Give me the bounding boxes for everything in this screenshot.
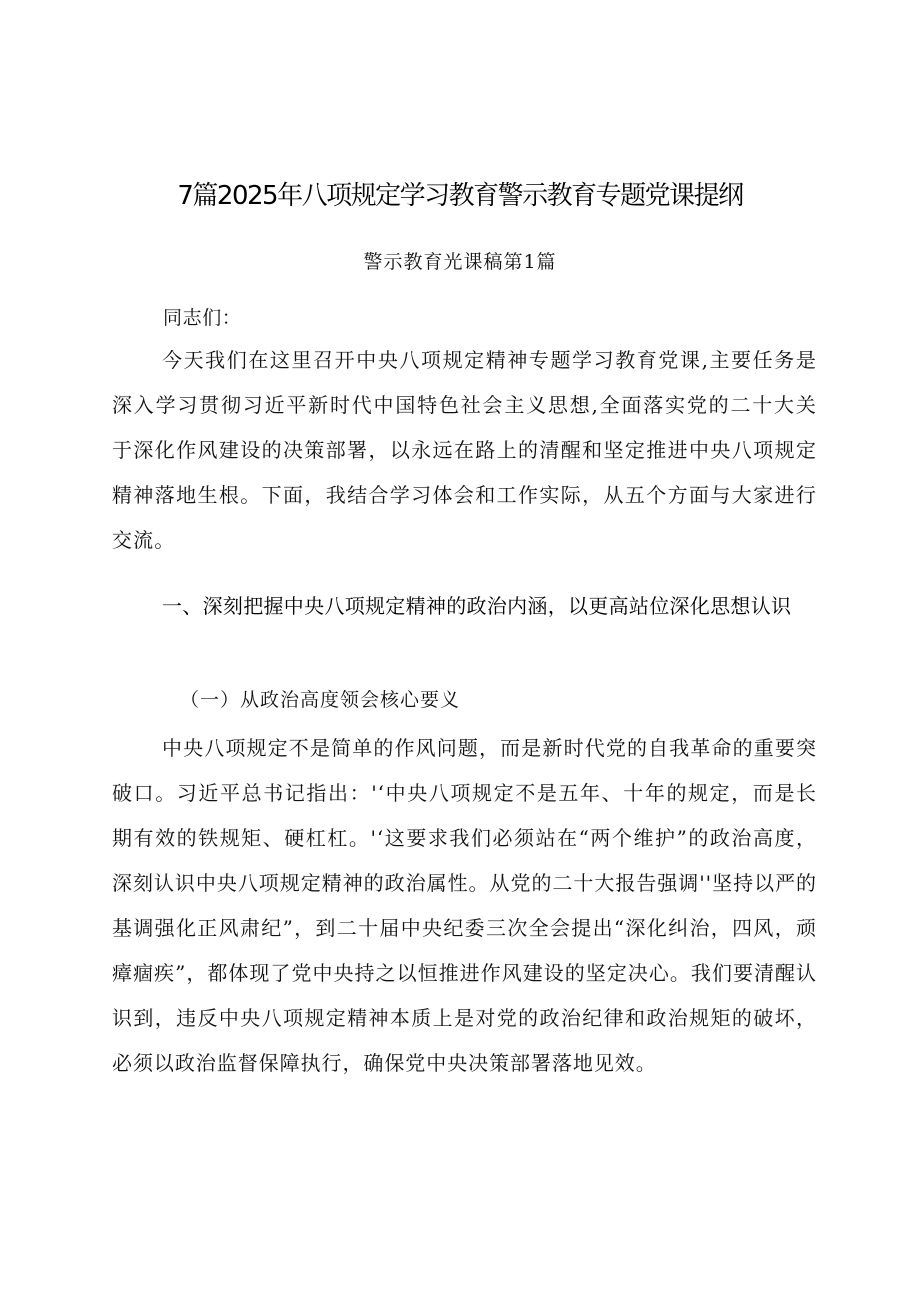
subsection-heading: （一）从政治高度领会核心要义 — [180, 689, 461, 711]
intro-paragraph: 今天我们在这里召开中央八项规定精神专题学习教育党课,主要任务是深入学习贯彻习近平新时代中国特色社会主义思想,全面落实党的二十大关于深化作风建设的决策部署，以永远在路上的清醒和坚定推进中央八项规定精神落地生根。下面，我结合学习体会和工作实际，从五个方面与大家进行交流。 — [112, 348, 817, 552]
greeting: 同志们： — [163, 307, 242, 329]
document-title: 7篇2025年八项规定学习教育警示教育专题党课提纲 — [177, 181, 743, 211]
body-paragraph: 中央八项规定不是简单的作风问题，而是新时代党的自我革命的重要突破口。习近平总书记指出：'‘中央八项规定不是五年、十年的规定，而是长期有效的铁规矩、硬杠杠。'‘这要求我们必须站在“两个维护”的政治高度，深刻认识中央八项规定精神的政治属性。从党的二十大报告强调''坚持以严的基调强化正风肃纪”，到二十届中央纪委三次全会提出“深化纠治，四风，顽瘴痼疾”，都体现了党中央持之以恒推进作风建设的坚定决心。我们要清醒认识到，违反中央八项规定精神本质上是对党的政治纪律和政治规矩的破坏，必须以政治监督保障执行，确保党中央决策部署落地见效。 — [112, 736, 817, 1075]
document-subtitle: 警示教育光课稿第1篇 — [363, 251, 557, 273]
section-heading: 一、深刻把握中央八项规定精神的政治内涵，以更高站位深化思想认识 — [162, 594, 792, 618]
